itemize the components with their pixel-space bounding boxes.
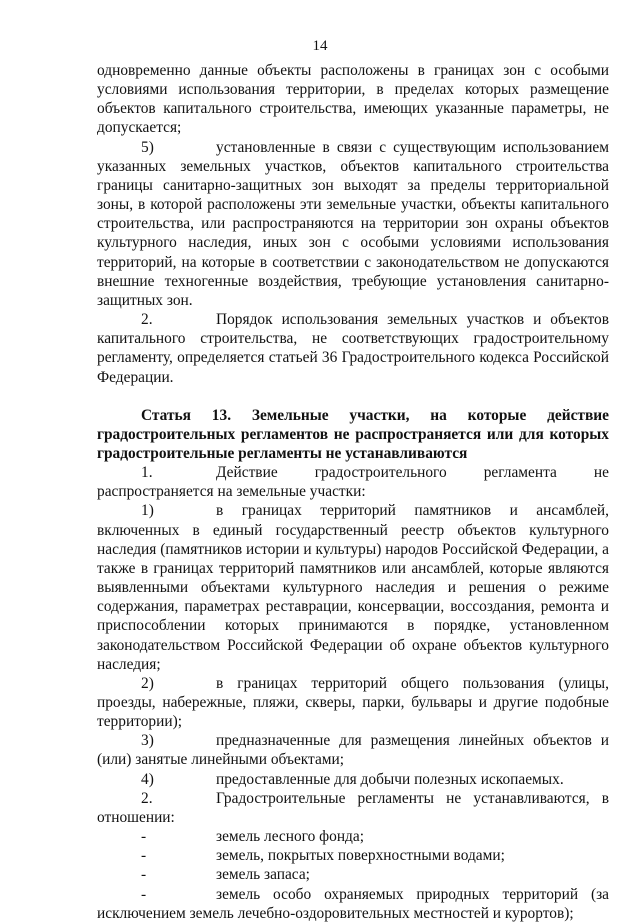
list-item-text: установленные в связи с существующим использованием указанных земельных участков, объектов капитального строительства границы санитарно-защитных зон выходят за пределы территориальной зоны, в которой расположены эти земельные участки, объекты капитального строительства, или распространяются на территории зон охраны объектов культурного наследия, иных зон с особыми условиями использования территорий, на которые в соответствии с законодательством не допускаются внешние техногенные воздействия, требующие установления санитарно-защитных зон. — [97, 138, 609, 309]
list-item-number: 4) — [141, 770, 154, 788]
list-item — [97, 731, 609, 769]
dash-list-item — [97, 885, 609, 923]
dash-list-text: земель запаса; — [216, 866, 310, 884]
list-item-number: 5) — [141, 138, 154, 156]
dash-bullet: - — [141, 866, 147, 884]
dash-bullet: - — [141, 828, 147, 846]
list-item-number: 3) — [141, 732, 154, 750]
paragraph-text: одновременно данные объекты расположены в границах зон с особыми условиями использования территории, в пределах которых размещение объектов капитального строительства, имеющих указанные параметры, не допускается; — [97, 62, 609, 137]
list-item-text: Действие градостроительного регламента не распространяется на земельные участки: — [97, 464, 609, 501]
list-item-number: 2. — [141, 789, 153, 807]
list-item — [97, 789, 609, 827]
document-body — [97, 61, 609, 923]
list-item-number: 2. — [141, 311, 153, 329]
dash-list-text: земель, покрытых поверхностными водами; — [216, 847, 505, 865]
list-item-number: 2) — [141, 674, 154, 692]
page-number: 14 — [312, 38, 328, 54]
dash-list-item — [97, 846, 609, 865]
list-item — [97, 138, 609, 310]
dash-bullet: - — [141, 847, 147, 865]
dash-bullet: - — [141, 885, 147, 903]
list-item-text: в границах территорий памятников и ансамблей, включенных в единый государственный реестр объектов культурного наследия (памятников истории и культуры) народов Российской Федерации, а также в границах территорий памятников или ансамблей, которые являются выявленными объектами культурного наследия и решения о режиме содержания, параметрах реставрации, консервации, воссоздания, ремонта и приспособлении которых принимаются в порядке, установленном законодательством Российской Федерации об охране объектов культурного наследия; — [97, 502, 609, 673]
list-item — [97, 463, 609, 501]
list-item-text: в границах территорий общего пользования (улицы, проезды, набережные, пляжи, скверы, парки, бульвары и другие подобные территории); — [97, 674, 609, 731]
section-spacer — [97, 387, 609, 406]
dash-list-text: земель лесного фонда; — [216, 828, 364, 846]
dash-list-item — [97, 827, 609, 846]
list-item — [97, 501, 609, 673]
paragraph-continuation — [97, 61, 609, 138]
dash-list-text: земель особо охраняемых природных территорий (за исключением земель лечебно-оздоровительных местностей и курортов); — [97, 885, 609, 922]
list-item-text: Градостроительные регламенты не устанавливаются, в отношении: — [97, 789, 609, 826]
article-heading: Статья 13. Земельные участки, на которые действие градостроительных регламентов не распространяется или для которых градостроительные регламенты не устанавливаются — [97, 406, 609, 462]
list-item — [97, 770, 609, 789]
list-item-number: 1. — [141, 464, 153, 482]
list-item-number: 1) — [141, 502, 154, 520]
list-item-text: Порядок использования земельных участков и объектов капитального строительства, не соответствующих градостроительному регламенту, определяется статьей 36 Градостроительного кодекса Российской Федерации. — [97, 311, 609, 386]
dash-list-item — [97, 865, 609, 884]
list-item — [97, 674, 609, 731]
list-item-text: предоставленные для добычи полезных ископаемых. — [216, 770, 564, 788]
list-item-text: предназначенные для размещения линейных объектов и (или) занятые линейными объектами; — [97, 732, 609, 769]
list-item — [97, 310, 609, 387]
